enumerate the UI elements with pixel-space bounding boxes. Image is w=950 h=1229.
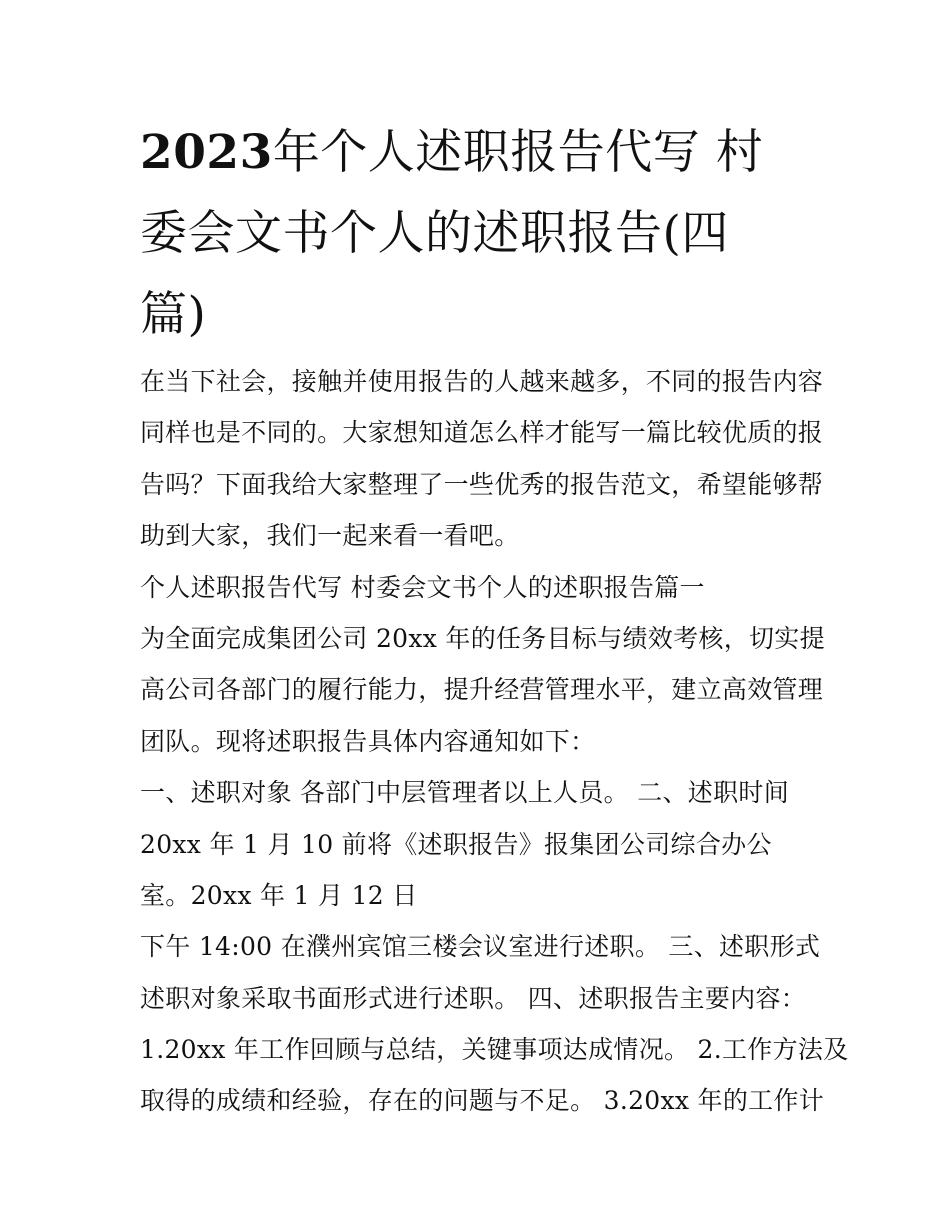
document-title [140, 112, 820, 355]
section-heading: 个人述职报告代写 村委会文书个人的述职报告篇一 [140, 572, 705, 602]
body-line: 同样也是不同的。大家想知道怎么样才能写一篇比较优质的报 [140, 418, 824, 448]
document-body [140, 356, 849, 1127]
body-line: 室。20xx 年 1 月 12 日 [140, 880, 418, 910]
body-line: 取得的成绩和经验，存在的问题与不足。 3.20xx 年的工作计 [140, 1086, 825, 1116]
body-line: 下午 14:00 在濮州宾馆三楼会议室进行述职。 三、述职形式 [140, 932, 821, 962]
body-line: 告吗？下面我给大家整理了一些优秀的报告范文，希望能够帮 [140, 469, 824, 499]
body-line: 团队。现将述职报告具体内容通知如下： [140, 726, 596, 756]
title-line-3: 篇) [140, 287, 207, 342]
body-line: 一、述职对象 各部门中层管理者以上人员。 二、述职时间 [140, 778, 789, 808]
body-line: 在当下社会，接触并使用报告的人越来越多，不同的报告内容 [140, 367, 824, 396]
body-line: 述职对象采取书面形式进行述职。 四、述职报告主要内容： [140, 983, 807, 1013]
body-line: 20xx 年 1 月 10 前将《述职报告》报集团公司综合办公 [140, 829, 772, 859]
body-line: 为全面完成集团公司 20xx 年的任务目标与绩效考核，切实提 [140, 623, 825, 653]
body-line: 1.20xx 年工作回顾与总结，关键事项达成情况。 2.工作方法及 [140, 1035, 849, 1065]
title-line-1 [140, 112, 820, 193]
body-line: 助到大家，我们一起来看一看吧。 [140, 521, 520, 551]
title-year: 2023 [140, 125, 273, 180]
title-line-2: 委会文书个人的述职报告(四 [140, 206, 729, 261]
title-line-1-text: 年个人述职报告代写 村 [272, 125, 764, 180]
body-line: 高公司各部门的履行能力，提升经营管理水平，建立高效管理 [140, 675, 824, 705]
